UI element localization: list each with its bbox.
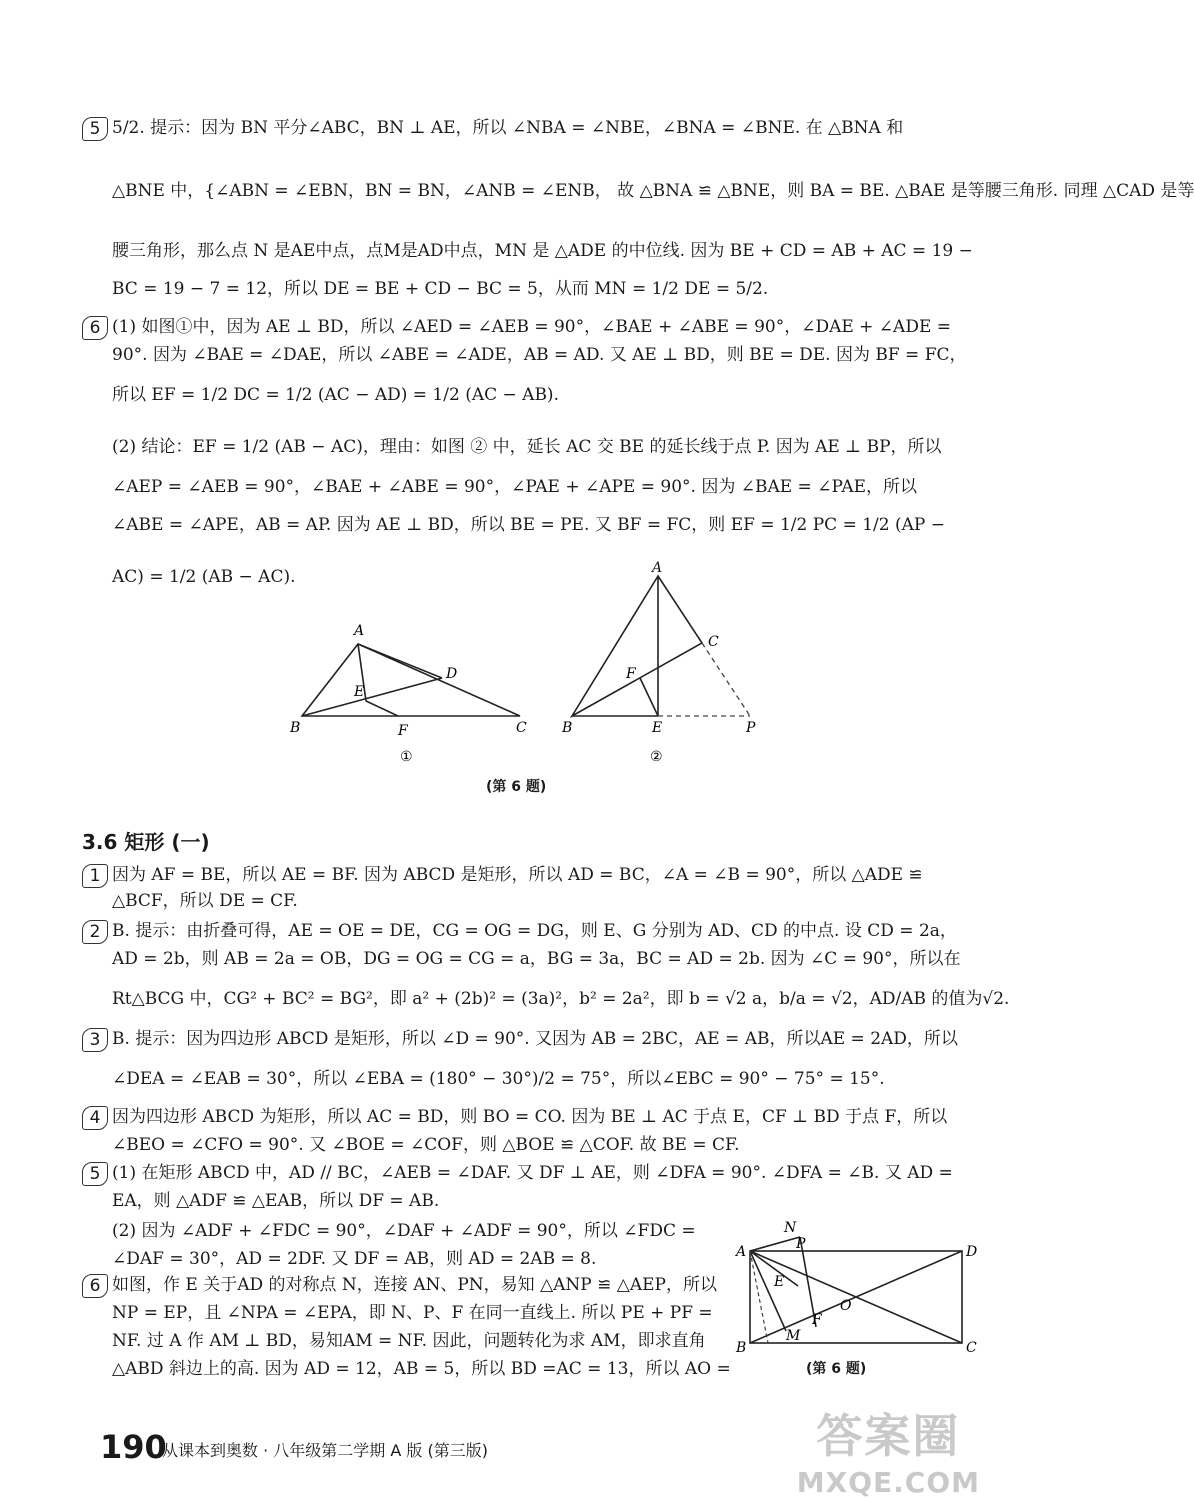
s1-line-2: △BCF，所以 DE = CF. [112,891,298,911]
fig1-caption: ① [400,749,413,765]
problem6-line-2: 90°. 因为 ∠BAE = ∠DAE，所以 ∠ABE = ∠ADE，AB = AD. 又 AE ⊥ BD，则 BE = DE. 因为 BF = FC， [112,345,967,365]
figure-1 [302,644,520,716]
rect-label-n: N [784,1220,797,1236]
watermark-logo: 答案圈 [816,1409,961,1463]
problem-number: 4 [82,1106,108,1130]
s6-line-1: 如图，作 E 关于AD 的对称点 N，连接 AN、PN，易知 △ANP ≌ △AEP，所以 [112,1275,717,1295]
rect-label-c: C [966,1340,977,1356]
problem6-line-6: ∠ABE = ∠APE，AB = AP. 因为 AE ⊥ BD，所以 BE = PE. 又 BF = FC，则 EF = 1/2 PC = 1/2 (AP − [112,515,945,535]
problem5-line-1: 5/2. 提示：因为 BN 平分∠ABC，BN ⊥ AE，所以 ∠NBA = ∠NBE，∠BNA = ∠BNE. 在 △BNA 和 [112,118,904,138]
rect-label-o: O [840,1298,852,1314]
problem-number: 2 [82,920,108,944]
page-number: 190 [100,1428,167,1466]
s5-line-3: (2) 因为 ∠ADF + ∠FDC = 90°，∠DAF + ∠ADF = 90°，所以 ∠FDC = [112,1221,696,1241]
fig1-label-a: A [354,623,365,639]
fig1-label-b: B [290,720,301,736]
problem6-line-4: (2) 结论：EF = 1/2 (AB − AC)，理由：如图 ② 中，延长 AC 交 BE 的延长线于点 P. 因为 AE ⊥ BP，所以 [112,437,942,457]
s4-line-1: 因为四边形 ABCD 为矩形，所以 AC = BD，则 BO = CO. 因为 BE ⊥ AC 于点 E，CF ⊥ BD 于点 F，所以 [112,1107,948,1127]
s2-line-1: B. 提示：由折叠可得，AE = OE = DE，CG = OG = DG，则 E、G 分别为 AD、CD 的中点. 设 CD = 2a， [112,921,957,941]
problem6-line-5: ∠AEP = ∠AEB = 90°，∠BAE + ∠ABE = 90°，∠PAE + ∠APE = 90°. 因为 ∠BAE = ∠PAE，所以 [112,477,918,497]
rect-label-m: M [786,1328,801,1344]
watermark-url: MXQE.COM [796,1466,980,1499]
s5-line-1: (1) 在矩形 ABCD 中，AD // BC，∠AEB = ∠DAF. 又 DF ⊥ AE，则 ∠DFA = 90°. ∠DFA = ∠B. 又 AD = [112,1163,953,1183]
figure-caption-rectangle: (第 6 题) [806,1361,867,1377]
rect-label-d: D [966,1244,978,1260]
section-title: 3.6 矩形 (一) [82,830,210,854]
rect-label-b: B [736,1340,747,1356]
s6-line-3: NF. 过 A 作 AM ⊥ BD，易知AM = NF. 因此，问题转化为求 AM，即求直角 [112,1331,706,1351]
problem-number: 5 [82,117,108,141]
s3-line-2: ∠DEA = ∠EAB = 30°，所以 ∠EBA = (180° − 30°)/2 = 75°，所以∠EBC = 90° − 75° = 15°. [112,1069,885,1089]
problem5-line-3: 腰三角形，那么点 N 是AE中点，点M是AD中点，MN 是 △ADE 的中位线. 因为 BE + CD = AB + AC = 19 − [112,241,973,261]
fig1-label-e: E [354,684,365,700]
rect-label-p: P [796,1236,806,1252]
problem-number: 3 [82,1028,108,1052]
fig2-label-f: F [626,666,636,682]
rectangle-figure [728,1214,978,1354]
problem6-line-1: (1) 如图①中，因为 AE ⊥ BD，所以 ∠AED = ∠AEB = 90°，∠BAE + ∠ABE = 90°，∠DAE + ∠ADE = [112,317,952,337]
s6-line-2: NP = EP，且 ∠NPA = ∠EPA，即 N、P、F 在同一直线上. 所以 PE + PF = [112,1303,713,1323]
fig1-label-f: F [398,723,408,739]
figure-2-apex-label: A [652,560,663,576]
problem6-line-3: 所以 EF = 1/2 DC = 1/2 (AC − AD) = 1/2 (AC − AB). [112,385,559,405]
fig2-label-e: E [652,720,663,736]
s4-line-2: ∠BEO = ∠CFO = 90°. 又 ∠BOE = ∠COF，则 △BOE ≌ △COF. 故 BE = CF. [112,1135,740,1155]
s5-line-4: ∠DAF = 30°，AD = 2DF. 又 DF = AB，则 AD = 2AB = 8. [112,1249,597,1269]
watermark [797,1400,980,1499]
s5-line-2: EA，则 △ADF ≌ △EAB，所以 DF = AB. [112,1191,440,1211]
problem-number: 1 [82,864,108,888]
fig2-caption: ② [650,749,663,765]
s6-line-4: △ABD 斜边上的高. 因为 AD = 12，AB = 5，所以 BD =AC = 13，所以 AO = [112,1359,731,1379]
fig1-label-d: D [446,666,458,682]
s1-line-1: 因为 AF = BE，所以 AE = BF. 因为 ABCD 是矩形，所以 AD = BC，∠A = ∠B = 90°，所以 △ADE ≌ [112,865,923,885]
book-title: 从课本到奥数 · 八年级第二学期 A 版 (第三版) [162,1441,488,1460]
rect-label-a: A [736,1244,747,1260]
fig2-label-p: P [746,720,756,736]
fig1-label-c: C [516,720,527,736]
rect-label-e: E [774,1274,785,1290]
s2-line-2: AD = 2b，则 AB = 2a = OB，DG = OG = CG = a，BG = 3a，BC = AD = 2b. 因为 ∠C = 90°，所以在 [112,949,961,969]
problem6-line-7: AC) = 1/2 (AB − AC). [112,567,296,587]
problem5-line-2: △BNE 中，{∠ABN = ∠EBN，BN = BN，∠ANB = ∠ENB， 故 △BNA ≌ △BNE，则 BA = BE. △BAE 是等腰三角形. 同理 △CAD 是等 [112,181,1194,201]
problem-number: 6 [82,1274,108,1298]
figure-6-diagrams [280,580,780,780]
problem5-line-4: BC = 19 − 7 = 12，所以 DE = BE + CD − BC = 5，从而 MN = 1/2 DE = 5/2. [112,279,769,299]
rect-label-f: F [812,1312,822,1328]
s3-line-1: B. 提示：因为四边形 ABCD 是矩形，所以 ∠D = 90°. 又因为 AB = 2BC，AE = AB，所以AE = 2AD，所以 [112,1029,958,1049]
fig2-label-c: C [708,634,719,650]
fig2-label-b: B [562,720,573,736]
problem-number: 5 [82,1162,108,1186]
problem-number: 6 [82,316,108,340]
figure-caption: (第 6 题) [486,779,547,795]
s2-line-3: Rt△BCG 中，CG² + BC² = BG²，即 a² + (2b)² = (3a)²，b² = 2a²，即 b = √2 a，b/a = √2，AD/AB 的值为√2. [112,989,1010,1009]
figure-2 [572,576,702,716]
